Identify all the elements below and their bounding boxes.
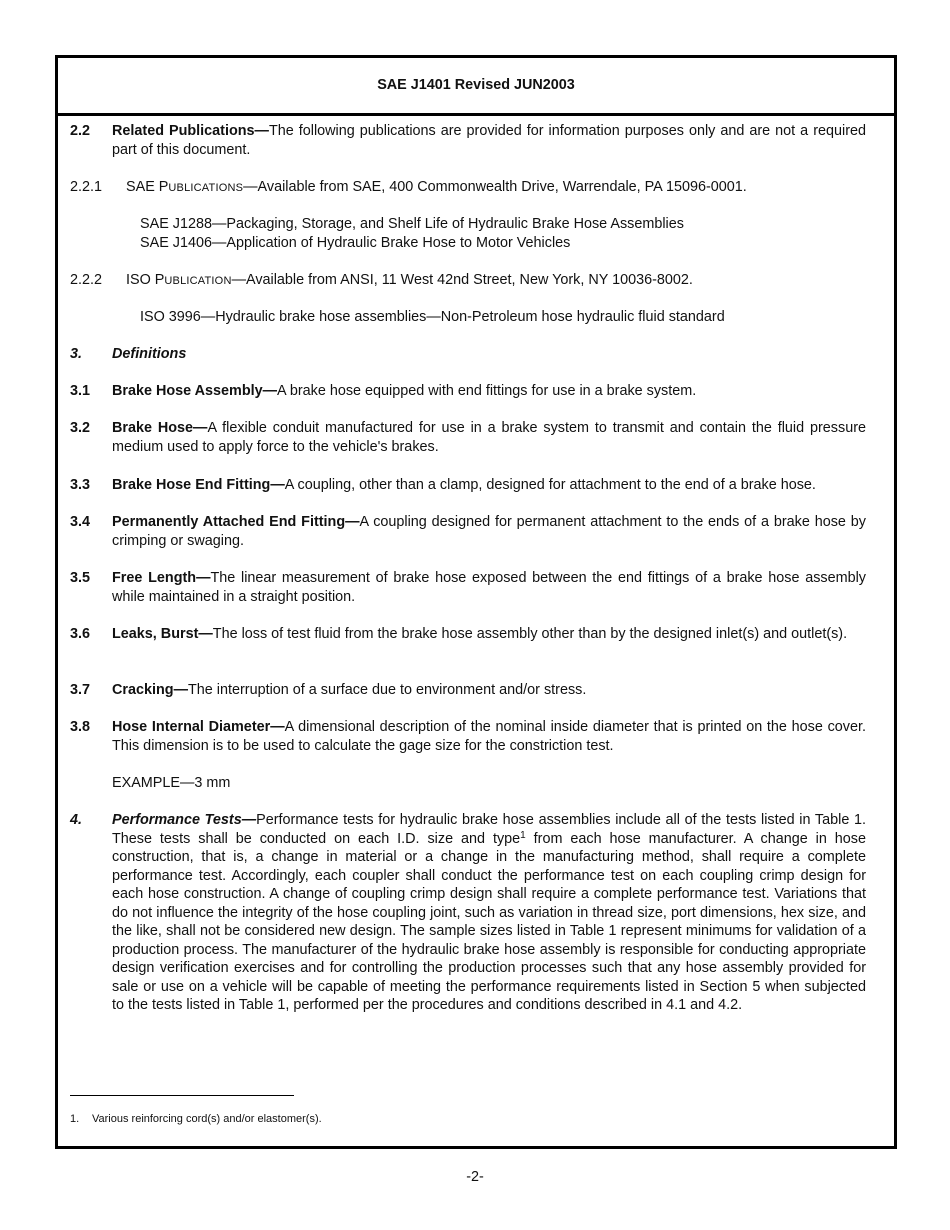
- section-text: —Available from ANSI, 11 West 42nd Street, New York, NY 10036-8002.: [231, 272, 693, 288]
- footnote-number: 1.: [70, 1113, 80, 1125]
- section-number: 3.3: [70, 477, 91, 493]
- footnote: [70, 1112, 322, 1126]
- section-term: Brake Hose End Fitting—: [112, 477, 285, 493]
- section-text: A dimensional description of the nominal inside diameter that is printed on the hose cover. This dimension is to be used to calculate the gage size for the constriction test.: [112, 719, 866, 754]
- example-line: EXAMPLE—3 mm: [112, 775, 231, 791]
- section-text: The loss of test fluid from the brake hose assembly other than by the designed inlet(s) and outlet(s).: [212, 626, 848, 642]
- section-term: Free Length—: [112, 570, 211, 586]
- section-3-3-paragraph: [112, 476, 866, 495]
- section-text: A flexible conduit manufactured for use in a brake system to transmit and contain the fluid pressure medium used to apply force to the vehicle's brakes.: [112, 420, 866, 455]
- section-number: 3.4: [70, 514, 91, 530]
- reference-item: ISO 3996—Hydraulic brake hose assemblies—Non-Petroleum hose hydraulic fluid standard: [140, 309, 725, 325]
- section-number: 4.: [70, 812, 83, 828]
- section-label-cap: SAE P: [126, 179, 169, 195]
- section-term: Related Publications—: [112, 123, 269, 139]
- section-3-heading: [112, 345, 866, 364]
- footnote-reference: 1: [520, 829, 526, 841]
- section-term: Permanently Attached End Fitting—: [112, 514, 360, 530]
- section-3-8-paragraph: [112, 718, 866, 755]
- section-2-2-1-line: [126, 178, 747, 198]
- page-number: -2-: [466, 1169, 484, 1185]
- section-number: 3.: [70, 346, 83, 362]
- section-number: 3.5: [70, 570, 91, 586]
- footnote-rule: [70, 1095, 294, 1096]
- section-3-1-paragraph: [112, 382, 866, 401]
- section-label-smallcaps: UBLICATION: [164, 275, 232, 287]
- section-text: A coupling, other than a clamp, designed for attachment to the end of a brake hose.: [284, 477, 816, 493]
- section-2-2-paragraph: [112, 122, 866, 159]
- section-term: Performance Tests—: [112, 812, 257, 828]
- section-number: 3.7: [70, 682, 91, 698]
- section-text-continued: from each hose manufacturer. A change in hose construction, that is, a change in material or a change in the manufacturing method, shall require a complete performance test. Accordingly, each coupler shall conduct the performance test on each coupling crimp design for each hose construction. A change of coupling crimp design shall require a complete performance test. Variations that do not influence the integrity of the hose coupling joint, such as variation in thread size, port dimensions, hex size, and the like, shall not be considered new design. The sample sizes listed in Table 1 represent minimums for validation of a production process. The manufacturer of the hydraulic brake hose assembly is responsible for conducting appropriate design verification exercises and for controlling the production processes such that any hose assembly provided for sale or use on a vehicle will be capable of meeting the performance requirements listed in Section 5 when subjected to the tests listed in Table 1, performed per the procedures and conditions described in 4.1 and 4.2.: [112, 830, 867, 1013]
- reference-item: SAE J1288—Packaging, Storage, and Shelf Life of Hydraulic Brake Hose Assemblies: [140, 216, 684, 232]
- section-number: 2.2.1: [70, 179, 103, 195]
- section-text: The linear measurement of brake hose exposed between the end fittings of a brake hose assembly while maintained in a straight position.: [112, 570, 867, 605]
- section-3-6-paragraph: [112, 625, 866, 644]
- section-2-2-2-line: [126, 271, 693, 291]
- section-number: 3.2: [70, 420, 91, 436]
- section-3-5-paragraph: [112, 569, 866, 606]
- section-number: 2.2.2: [70, 272, 103, 288]
- section-text: —Available from SAE, 400 Commonwealth Drive, Warrendale, PA 15096-0001.: [243, 179, 747, 195]
- section-number: 3.6: [70, 626, 91, 642]
- section-label-cap: ISO P: [126, 272, 165, 288]
- document-header: [58, 58, 894, 116]
- section-term: Leaks, Burst—: [112, 626, 213, 642]
- section-text: Performance tests for hydraulic brake hose assemblies include all of the tests listed in Table 1. These tests shall be conducted on each I.D. size and type: [112, 812, 866, 847]
- section-3-2-paragraph: [112, 419, 866, 456]
- section-3-7-paragraph: [112, 681, 866, 700]
- section-text: The following publications are provided for information purposes only and are not a required part of this document.: [112, 123, 866, 158]
- section-4-paragraph: [112, 811, 866, 1015]
- section-number: 2.2: [70, 123, 91, 139]
- section-text: The interruption of a surface due to environment and/or stress.: [187, 682, 587, 698]
- section-text: A brake hose equipped with end fittings for use in a brake system.: [277, 383, 697, 399]
- footnote-text: Various reinforcing cord(s) and/or elastomer(s).: [92, 1113, 322, 1125]
- section-text: A coupling designed for permanent attachment to the ends of a brake hose by crimping or swaging.: [112, 514, 866, 549]
- section-3-4-paragraph: [112, 513, 866, 550]
- document-title: SAE J1401 Revised JUN2003: [377, 77, 575, 94]
- section-heading: Definitions: [112, 346, 187, 362]
- section-term: Cracking—: [112, 682, 188, 698]
- section-term: Brake Hose—: [112, 420, 208, 436]
- section-number: 3.1: [70, 383, 91, 399]
- section-number: 3.8: [70, 719, 91, 735]
- section-term: Hose Internal Diameter—: [112, 719, 285, 735]
- section-term: Brake Hose Assembly—: [112, 383, 278, 399]
- reference-item: SAE J1406—Application of Hydraulic Brake Hose to Motor Vehicles: [140, 235, 571, 251]
- section-label-smallcaps: UBLICATIONS: [168, 182, 244, 194]
